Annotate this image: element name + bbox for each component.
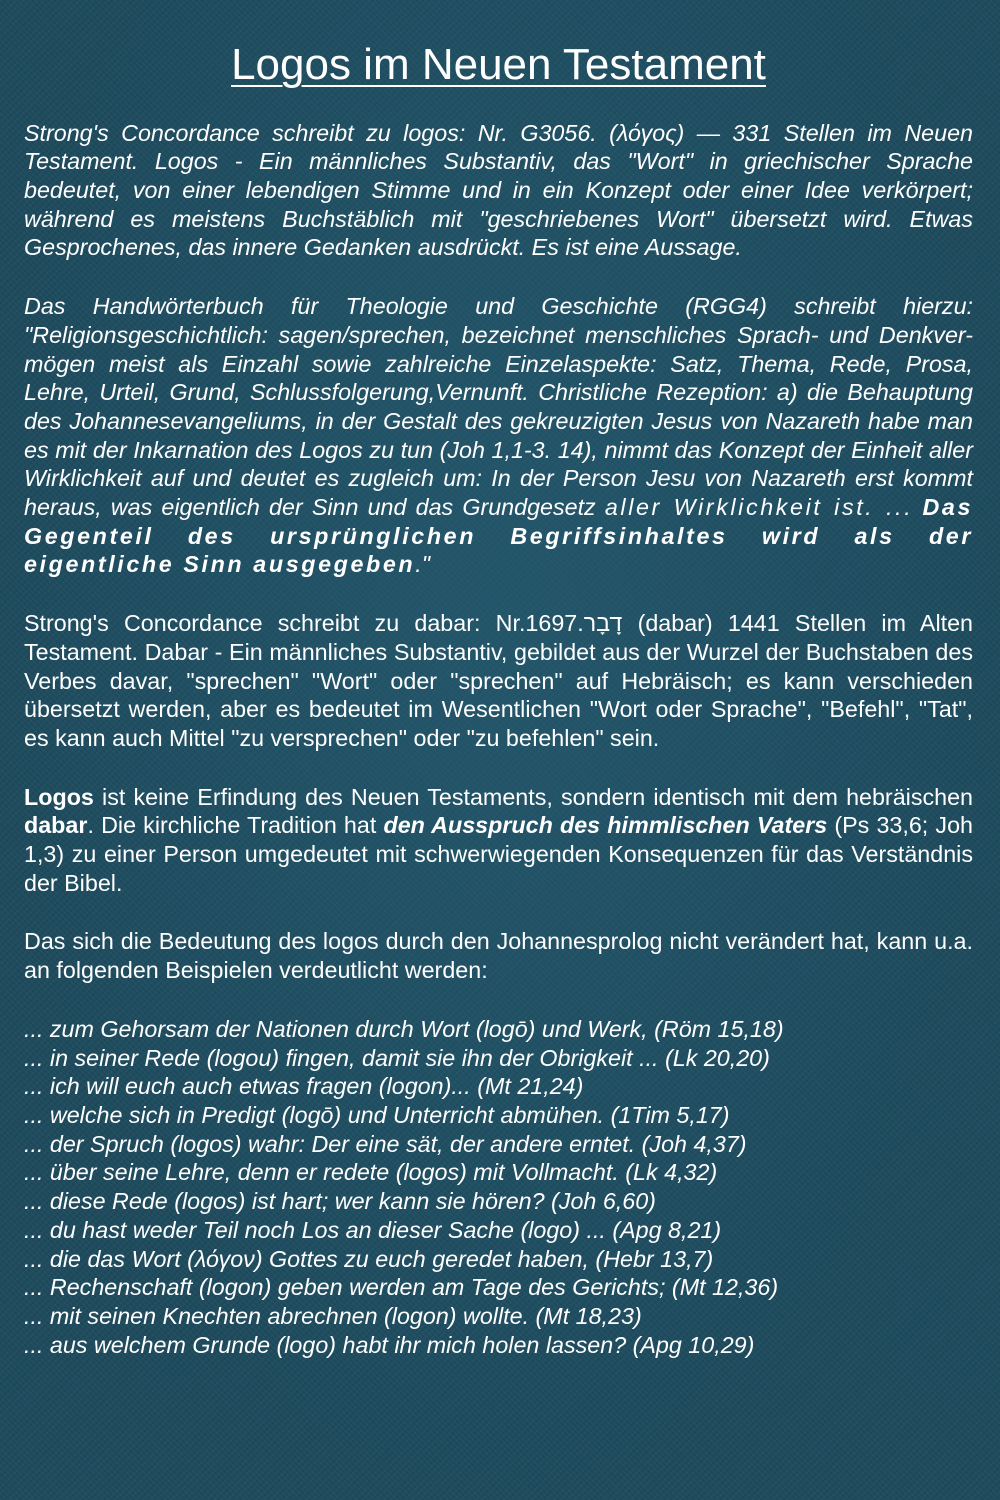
dabar-term: dabar: [24, 812, 88, 839]
strongs-dabar-paragraph: [24, 609, 973, 753]
hebrew-word-dabar: דָבָר: [583, 610, 623, 637]
logos-dabar-text-2: . Die kirchliche Tradition hat: [87, 812, 384, 839]
rgg4-quote-paragraph: [24, 292, 973, 579]
johannesprolog-paragraph: Das sich die Bedeutung des logos durch den Johannesprolog nicht verändert hat, kann u.a. an folgenden Beispielen verdeutlicht werden:: [24, 928, 973, 984]
page-title: Logos im Neuen Testament: [231, 40, 766, 89]
example-item: ... du hast weder Teil noch Los an dieser Sache (logo) ... (Apg 8,21): [24, 1216, 722, 1243]
ausspruch-emphasis: den Ausspruch des himmlischen Vaters: [383, 812, 828, 839]
example-item: ... über seine Lehre, denn er redete (logos) mit Vollmacht. (Lk 4,32): [24, 1159, 718, 1186]
strongs-logos-paragraph: Strong's Concordance schreibt zu logos: Nr. G3056. (λόγος) — 331 Stellen im Neuen Testament. Logos - Ein männliches Substantiv, das "Wort" in griechischer Sprache bedeutet, von einer lebendigen Stimme und in ein Konzept oder einer Idee verkörpert; während es meistens Buchstäblich mit "geschriebenes Wort" übersetzt wird. Etwas Gesprochenes, das innere Gedanken ausdrückt. Es ist eine Aussage.: [24, 119, 973, 261]
rgg4-quote-emphasis: Das Gegenteil des ursprünglichen Begriffsinhaltes wird als der eigentliche Sinn ausgegeben: [24, 494, 974, 578]
example-item: ... mit seinen Knechten abrechnen (logon) wollte. (Mt 18,23): [24, 1302, 642, 1329]
example-item: ... diese Rede (logos) ist hart; wer kann sie hören? (Joh 6,60): [24, 1188, 656, 1215]
logos-dabar-text-1: ist keine Erfindung des Neuen Testaments, sondern identisch mit dem hebräischen: [93, 783, 973, 810]
example-item: ... die das Wort (λόγον) Gottes zu euch geredet haben, (Hebr 13,7): [24, 1245, 714, 1272]
example-item: ... aus welchem Grunde (logo) habt ihr mich holen lassen? (Apg 10,29): [24, 1331, 755, 1358]
logos-dabar-text-3: (Ps 33,6; Joh 1,3) zu einer Person umgedeutet mit schwerwiegenden Konsequenzen für das Verständnis der Bibel.: [24, 812, 973, 896]
example-item: ... ich will euch auch etwas fragen (logon)... (Mt 21,24): [24, 1073, 584, 1100]
example-item: ... der Spruch (logos) wahr: Der eine sät, der andere erntet. (Joh 4,37): [24, 1130, 747, 1157]
dabar-definition-text: (dabar) 1441 Stellen im Alten Testament. Dabar - Ein männliches Substantiv, gebildet aus der Wurzel der Buchstaben des Verbes davar, "sprechen" "Wort" oder "sprechen" auf Hebräisch; es kann verschieden übersetzt werden, aber es bedeutet im Wesentlichen "Wort oder Sprache", "Befehl", "Tat", es kann auch Mittel "zu versprechen" oder "zu befehlen" sein.: [24, 610, 974, 751]
example-item: ... welche sich in Predigt (logō) und Unterricht abmühen. (1Tim 5,17): [24, 1101, 730, 1128]
dabar-intro-text: Strong's Concordance schreibt zu dabar: Nr.1697.: [24, 610, 584, 637]
bible-examples-list: [24, 1015, 973, 1359]
logos-dabar-paragraph: [24, 783, 973, 898]
example-item: ... zum Gehorsam der Nationen durch Wort (logō) und Werk, (Röm 15,18): [24, 1015, 784, 1042]
logos-term: Logos: [24, 783, 94, 810]
example-item: ... in seiner Rede (logou) fingen, damit sie ihn der Obrigkeit ... (Lk 20,20): [24, 1044, 770, 1071]
rgg4-quote-spaced-text: aller Wirklichkeit ist. ...: [604, 494, 914, 521]
rgg4-quote-text: Das Handwörterbuch für Theologie und Geschichte (RGG4) schreibt hierzu: "Religionsgeschichtlich: sagen/sprechen, bezeichnet menschliches Sprach- und Denkver- mögen meist als Einzahl sowie zahlreiche Einzelaspekte: Satz, Thema, Rede, Prosa, Lehre, Urteil, Grund, Schlussfolgerung,Vernunft. Christliche Rezeption: a) die Behauptung des Johannesevangeliums, in der Gestalt des gekreuzigten Jesus von Nazareth habe man es mit der Inkarnation des Logos zu tun (Joh 1,1-3. 14), nimmt das Konzept der Einheit aller Wirklichkeit auf und deutet es zugleich um: In der Person Jesu von Nazareth erst kommt heraus, was eigentlich der Sinn und das Grundgesetz: [24, 293, 973, 521]
example-item: ... Rechenschaft (logon) geben werden am Tage des Gerichts; (Mt 12,36): [24, 1274, 779, 1301]
rgg4-quote-end: .": [415, 551, 430, 578]
